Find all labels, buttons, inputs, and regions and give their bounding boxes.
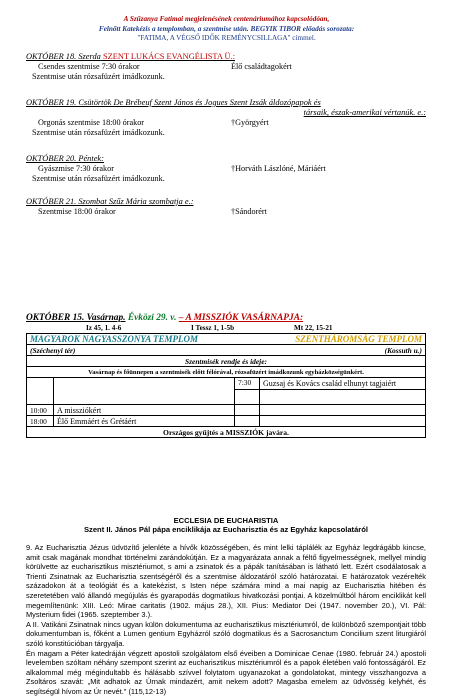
day-title: OKTÓBER 20. Péntek: bbox=[26, 154, 104, 163]
mass-time: Gyászmise 7:30 órakor bbox=[38, 164, 114, 173]
mass-intention: †Sándorért bbox=[231, 207, 267, 216]
mass-intention: †Györgyért bbox=[231, 118, 269, 127]
ecclesia-subtitle: Szent II. János Pál pápa enciklikája az Eucharisztia és az Egyház kapcsolatáról bbox=[83, 525, 369, 534]
day-title: OKTÓBER 19. Csütörtök De Brébeuf Szent János és Jogues Szent Izsák áldozópapok és bbox=[26, 98, 321, 107]
rosary-note: Szentmise után rózsafüzért imádkozunk. bbox=[32, 174, 165, 183]
day-feast: SZENT LUKÁCS EVANGÉLISTA Ü.: bbox=[102, 52, 236, 61]
day-oct-21 bbox=[26, 197, 426, 217]
day-oct-18 bbox=[26, 52, 426, 82]
day-oct-20 bbox=[26, 154, 426, 184]
paragraph: A II. Vatikáni Zsinatnak nincs ugyan külön dokumentuma az eucharisztikus misztériumról, de különböző szempontjait több dokumentumban is, főként a Lumen gentium Egyházról szóló dogmatikus és a Sacrosanctum Concilium szent liturgiáról szóló konstitúcióban tárgyalja. bbox=[26, 619, 426, 648]
mass-intention-cell: Élő Emmáért és Grétáért bbox=[54, 416, 235, 427]
reading-3: Mt 22, 15-21 bbox=[294, 324, 333, 332]
mass-intention-cell: Guzsaj és Kovács család elhunyt tagjaiért bbox=[260, 378, 426, 390]
sunday-week: Évközi 29. v. bbox=[127, 313, 177, 323]
mass-intention: †Horváth Lászlóné, Máriáért bbox=[231, 164, 326, 173]
right-church-location: (Kossuth u.) bbox=[235, 345, 426, 356]
sunday-heading bbox=[26, 313, 303, 323]
paragraph: 9. Az Eucharisztia Jézus üdvözítő jelenléte a hívők közösségében, és mint lelki táplálék az Egyház legdrágább kincse, amit csak magának mondhat történelmi zarándokútján. Ez a magyarázata annak a féltő figyelmességnek, mellyel mindig körülvette az eucharisztikus misztériumot, s ami a zsinatok és a pápák tanításában is látható lett. Ezért csodálatosak a Trienti Zsinatnak az Eucharisztia szentségéről és a szentmise áldozatáról szóló határozatai. E határozatok vezérelték századokon át a teológiát és a katekézist, s Isten népe számára mind a mai napig az Eucharisztia hitében és szeretetében való állandó megújulás és gyarapodás dogmatikus hivatkozási pontjai. A közelmúltból három enciklikát kell megemlítenünk: XIII. Leó: Mirae caritatis (1902. május 28.), XII. Pius: Mediator Dei (1947. november 20.), VI. Pál: Mysterium fidei (1965. szeptember 3.). bbox=[26, 543, 426, 620]
header bbox=[0, 0, 453, 44]
day-title: OKTÓBER 18. Szerda bbox=[26, 52, 101, 61]
ecclesia-title: ECCLESIA DE EUCHARISTIA bbox=[173, 516, 279, 525]
day-title: OKTÓBER 21. Szombat Szűz Mária szombatja e.: bbox=[26, 197, 194, 206]
rosary-note: Szentmise után rózsafüzért imádkozunk. bbox=[32, 72, 165, 81]
sunday-notice: Vasárnap és főünnepen a szentmisék előtt félórával, rózsafüzért imádkozunk egyházközségünkért. bbox=[27, 367, 426, 378]
mass-intention: Élő családtagokért bbox=[231, 62, 292, 71]
day-oct-19 bbox=[26, 98, 426, 138]
ecclesia-heading bbox=[26, 516, 426, 534]
collection-notice: Országos gyűjtés a MISSZIÓK javára. bbox=[27, 427, 426, 438]
mass-time-cell: 7:30 bbox=[235, 378, 260, 390]
sunday-feast: – A MISSZIÓK VASÁRNAPJA: bbox=[178, 313, 304, 323]
mass-time-cell: 10:00 bbox=[27, 405, 54, 416]
mass-time: Orgonás szentmise 18:00 órakor bbox=[38, 118, 145, 127]
mass-time-cell: 18:00 bbox=[27, 416, 54, 427]
day-title-cont: társaik, észak-amerikai vértanúk. e.: bbox=[303, 108, 426, 117]
sunday-date: OKTÓBER 15. Vasárnap. bbox=[26, 313, 126, 323]
right-church-name: SZENTHÁROMSÁG TEMPLOM bbox=[235, 334, 426, 345]
encyclical-text bbox=[26, 543, 426, 697]
mass-time: Csendes szentmise 7:30 órakor bbox=[38, 62, 140, 71]
header-line-2: Felnőtt Katekézis a templomban, a szentmise után. BEGYIK TIBOR előadás sorozata: bbox=[98, 24, 355, 33]
mass-time: Szentmise 18:00 órakor bbox=[38, 207, 116, 216]
reading-2: I Tessz 1, 1-5b bbox=[191, 324, 235, 332]
left-church-location: (Széchenyi tér) bbox=[27, 345, 235, 356]
header-line-3: "FATIMA, A VÉGSŐ IDŐK REMÉNYCSILLAGA" címmel. bbox=[137, 34, 316, 43]
rosary-note: Szentmise után rózsafüzért imádkozunk. bbox=[32, 128, 165, 137]
left-church-name: MAGYAROK NAGYASSZONYA TEMPLOM bbox=[27, 334, 235, 345]
schedule-order: Szentmisék rendje és ideje: bbox=[27, 356, 426, 367]
mass-schedule-table bbox=[26, 333, 426, 438]
reading-1: Iz 45, 1. 4-6 bbox=[86, 324, 122, 332]
paragraph: Én magam a Péter katedráján végzett apostoli szolgálatom első éveiben a Dominicae Cenae (1980. február 24.) apostoli levelemben szóltam néhány szempont szerint az eucharisztikus misztériumról és a papok életében való fontosságáról. Ez alkalommal még mégindultabb és hálásabb szívvel folytatom ugyanazokat a gondolatokat, mintegy visszhangozva a Zsoltáros szavát: „Mit adhatok az Úrnak mindazért, amit nekem adott? Magasba emelem az üdvösség kelyhét, és segítségül hívom az Úr nevét." (115,12-13) bbox=[26, 648, 426, 696]
mass-intention-cell: A missziókért bbox=[54, 405, 235, 416]
header-line-1: A Szűzanya Fatimai megjelenésének centenáriumához kapcsolódóan, bbox=[123, 15, 330, 23]
